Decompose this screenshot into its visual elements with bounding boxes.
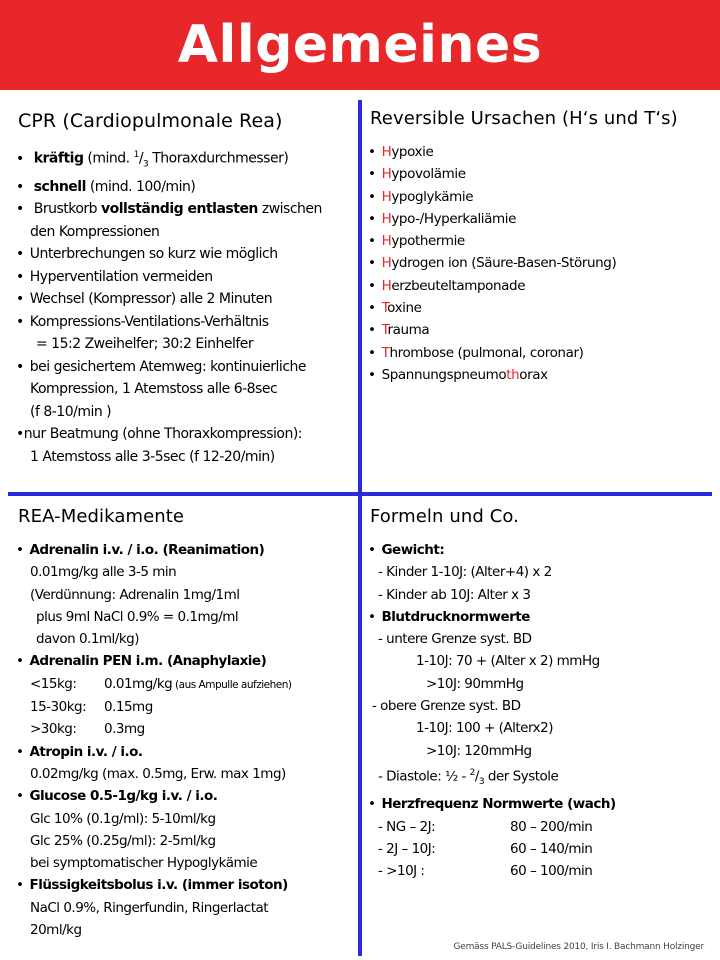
list-item [368,539,716,561]
list-item-continuation: (Verdünnung: Adrenalin 1mg/1ml [30,586,240,603]
list-item: • Kompressions-Ventilations-Verhältnis [16,311,354,334]
dose-value: 0.01mg/kg [104,675,173,692]
list-item-continuation: Glc 25% (0.25g/ml): 2-5ml/kg [30,832,216,849]
dose-note: (aus Ampulle aufziehen) [172,678,292,691]
vertical-divider [358,100,362,956]
drug-name: Adrenalin PEN i.m. (Anaphylaxie) [29,653,267,670]
cause-highlight-letter: H [381,277,392,294]
list-item-continuation: = 15:2 Zweihelfer; 30:2 Einhelfer [36,336,254,353]
list-item: •nur Beatmung (ohne Thoraxkompression): [16,426,303,443]
formulas-title: Formeln und Co. [370,506,519,527]
cause-item [368,230,716,252]
causes-list [368,141,716,386]
list-item [16,176,354,199]
cause-item [368,364,716,386]
list-item-text: Thoraxdurchmesser) [148,150,289,167]
cause-text: Spannungspneumo [381,366,507,383]
drugs-title: REA-Medikamente [18,506,185,527]
hr-value: 60 – 100/min [510,863,593,880]
fraction-slash: / [138,150,144,167]
list-item-bold: schnell [33,178,86,195]
fraction-denominator: 3 [478,777,485,788]
cause-text: ypo-/Hyperkaliämie [391,210,517,227]
list-item-continuation: 0.01mg/kg alle 3-5 min [30,564,177,581]
list-item-continuation: Kompression, 1 Atemstoss alle 6-8sec [30,381,278,398]
list-item-continuation: 20ml/kg [30,922,82,939]
fraction-numerator: 2 [469,767,475,778]
list-item-continuation [368,762,716,793]
drugs-section [16,506,354,941]
footer-credit: Gemäss PALS-Guidelines 2010, Iris I. Bachmann Holzinger [453,942,704,952]
cause-highlight-letter: H [381,144,392,160]
list-item-continuation: plus 9ml NaCl 0.9% = 0.1mg/ml [36,608,239,625]
hr-value: 80 – 200/min [510,818,593,835]
formula-heading: Gewicht: [381,542,445,558]
cause-item [368,297,716,319]
dose-weight: >30kg: [30,721,77,738]
list-item [16,785,354,807]
cause-text: ypoglykämie [391,188,474,205]
list-item [16,144,354,176]
hr-age: - NG – 2J: [378,818,436,835]
cause-item [368,275,716,297]
dose-value: 0.3mg [104,721,145,738]
list-item-continuation: - Kinder ab 10J: Alter x 3 [378,586,531,603]
drugs-list [16,539,354,941]
hr-age: - 2J – 10J: [378,841,436,858]
drug-name: Flüssigkeitsbolus i.v. (immer isoton) [29,877,288,894]
cause-text: hrombose (pulmonal, coronar) [389,344,584,361]
list-item-continuation: - obere Grenze syst. BD [372,698,521,715]
fraction-slash: / [474,768,479,785]
list-item-text: nur Beatmung (ohne Thoraxkompression): [23,426,303,443]
list-item-text: Brustkorb [33,201,102,218]
list-item [16,650,354,672]
dose-value: 0.15mg [104,699,153,716]
cause-text: ypoxie [391,144,434,160]
list-item-continuation: den Kompressionen [30,223,160,240]
cpr-section [16,110,354,468]
list-item-text: (mind. 100/min) [85,178,196,195]
cause-text: orax [519,366,548,383]
list-item-continuation: >10J: 120mmHg [426,742,532,759]
cause-highlight-letter: th [506,366,520,383]
list-item-continuation: Glc 10% (0.1g/ml): 5-10ml/kg [30,810,216,827]
causes-section [368,108,716,386]
list-item [368,606,716,628]
hr-row [368,860,716,882]
formulas-list [368,539,716,883]
cause-text: erzbeuteltamponade [391,277,526,294]
dose-row [16,673,354,696]
list-item: • bei gesichertem Atemweg: kontinuierliche [16,356,354,379]
cause-item [368,319,716,341]
list-item-continuation: 1-10J: 100 + (Alterx2) [416,720,554,737]
list-item [368,793,716,815]
formula-text: - Diastole: ½ - [378,768,470,785]
list-item: • Unterbrechungen so kurz wie möglich [16,243,354,266]
list-item-continuation: davon 0.1ml/kg) [36,631,140,648]
list-item [16,198,354,221]
cause-item [368,163,716,185]
dose-weight: 15-30kg: [30,699,87,716]
list-item-continuation: (f 8-10/min ) [30,403,112,420]
list-item-continuation: 0.02mg/kg (max. 0.5mg, Erw. max 1mg) [30,765,286,782]
cause-highlight-letter: H [381,255,392,272]
dose-weight: <15kg: [30,675,77,692]
drug-name: Adrenalin i.v. / i.o. (Reanimation) [29,542,265,558]
cause-highlight-letter: T [381,322,388,339]
cause-item [368,186,716,208]
list-item [16,874,354,896]
cpr-title: CPR (Cardiopulmonale Rea) [18,110,283,132]
formula-text: der Systole [484,768,559,785]
hr-row [368,838,716,860]
horizontal-divider [8,492,712,496]
cause-highlight-letter: T [381,344,390,361]
fraction-numerator: 1 [133,150,139,160]
drug-name: Atropin i.v. / i.o. [29,743,143,760]
cause-text: ypovolämie [391,166,466,183]
drug-name: Glucose 0.5-1g/kg i.v. / i.o. [29,788,218,805]
page-title: Allgemeines [177,15,543,75]
title-banner [0,0,720,90]
list-item-bold: vollständig entlasten [101,201,258,218]
cause-item [368,208,716,230]
cause-highlight-letter: H [381,166,392,183]
dose-row [16,718,354,740]
list-item-continuation: >10J: 90mmHg [426,675,524,692]
hr-value: 60 – 140/min [510,841,593,858]
list-item-bold: kräftig [33,150,84,167]
fraction-denominator: 3 [143,159,149,170]
list-item [16,539,354,561]
list-item: • Hyperventilation vermeiden [16,266,354,289]
list-item-continuation: bei symptomatischer Hypoglykämie [30,855,258,872]
cause-text: oxine [387,300,422,317]
hr-row [368,816,716,838]
list-item [16,741,354,763]
cause-item [368,141,716,163]
list-item: • Wechsel (Kompressor) alle 2 Minuten [16,288,354,311]
formula-heading: Blutdrucknormwerte [381,608,530,625]
cause-highlight-letter: H [381,188,392,205]
cause-text: rauma [387,322,430,339]
cause-item [368,342,716,364]
formula-heading: Herzfrequenz Normwerte (wach) [381,796,616,813]
list-item-continuation: - Kinder 1-10J: (Alter+4) x 2 [378,564,552,581]
cause-highlight-letter: T [381,300,388,317]
cause-item [368,252,716,274]
list-item-continuation: NaCl 0.9%, Ringerfundin, Ringerlactat [30,899,269,916]
list-item-text: (mind. [83,150,134,167]
list-item-continuation: - untere Grenze syst. BD [378,631,532,648]
cause-highlight-letter: H [381,233,392,250]
dose-row [16,696,354,718]
cause-text: ypothermie [391,233,465,250]
causes-title: Reversible Ursachen (H‘s und T‘s) [370,108,678,129]
cpr-list [16,144,354,468]
list-item-continuation: 1 Atemstoss alle 3-5sec (f 12-20/min) [30,448,275,465]
formulas-section [368,506,716,883]
hr-age: - >10J : [378,863,425,880]
cause-highlight-letter: H [381,210,392,227]
list-item-text: zwischen [257,201,322,218]
cause-text: ydrogen ion (Säure-Basen-Störung) [391,255,617,272]
list-item-continuation: 1-10J: 70 + (Alter x 2) mmHg [416,653,600,670]
